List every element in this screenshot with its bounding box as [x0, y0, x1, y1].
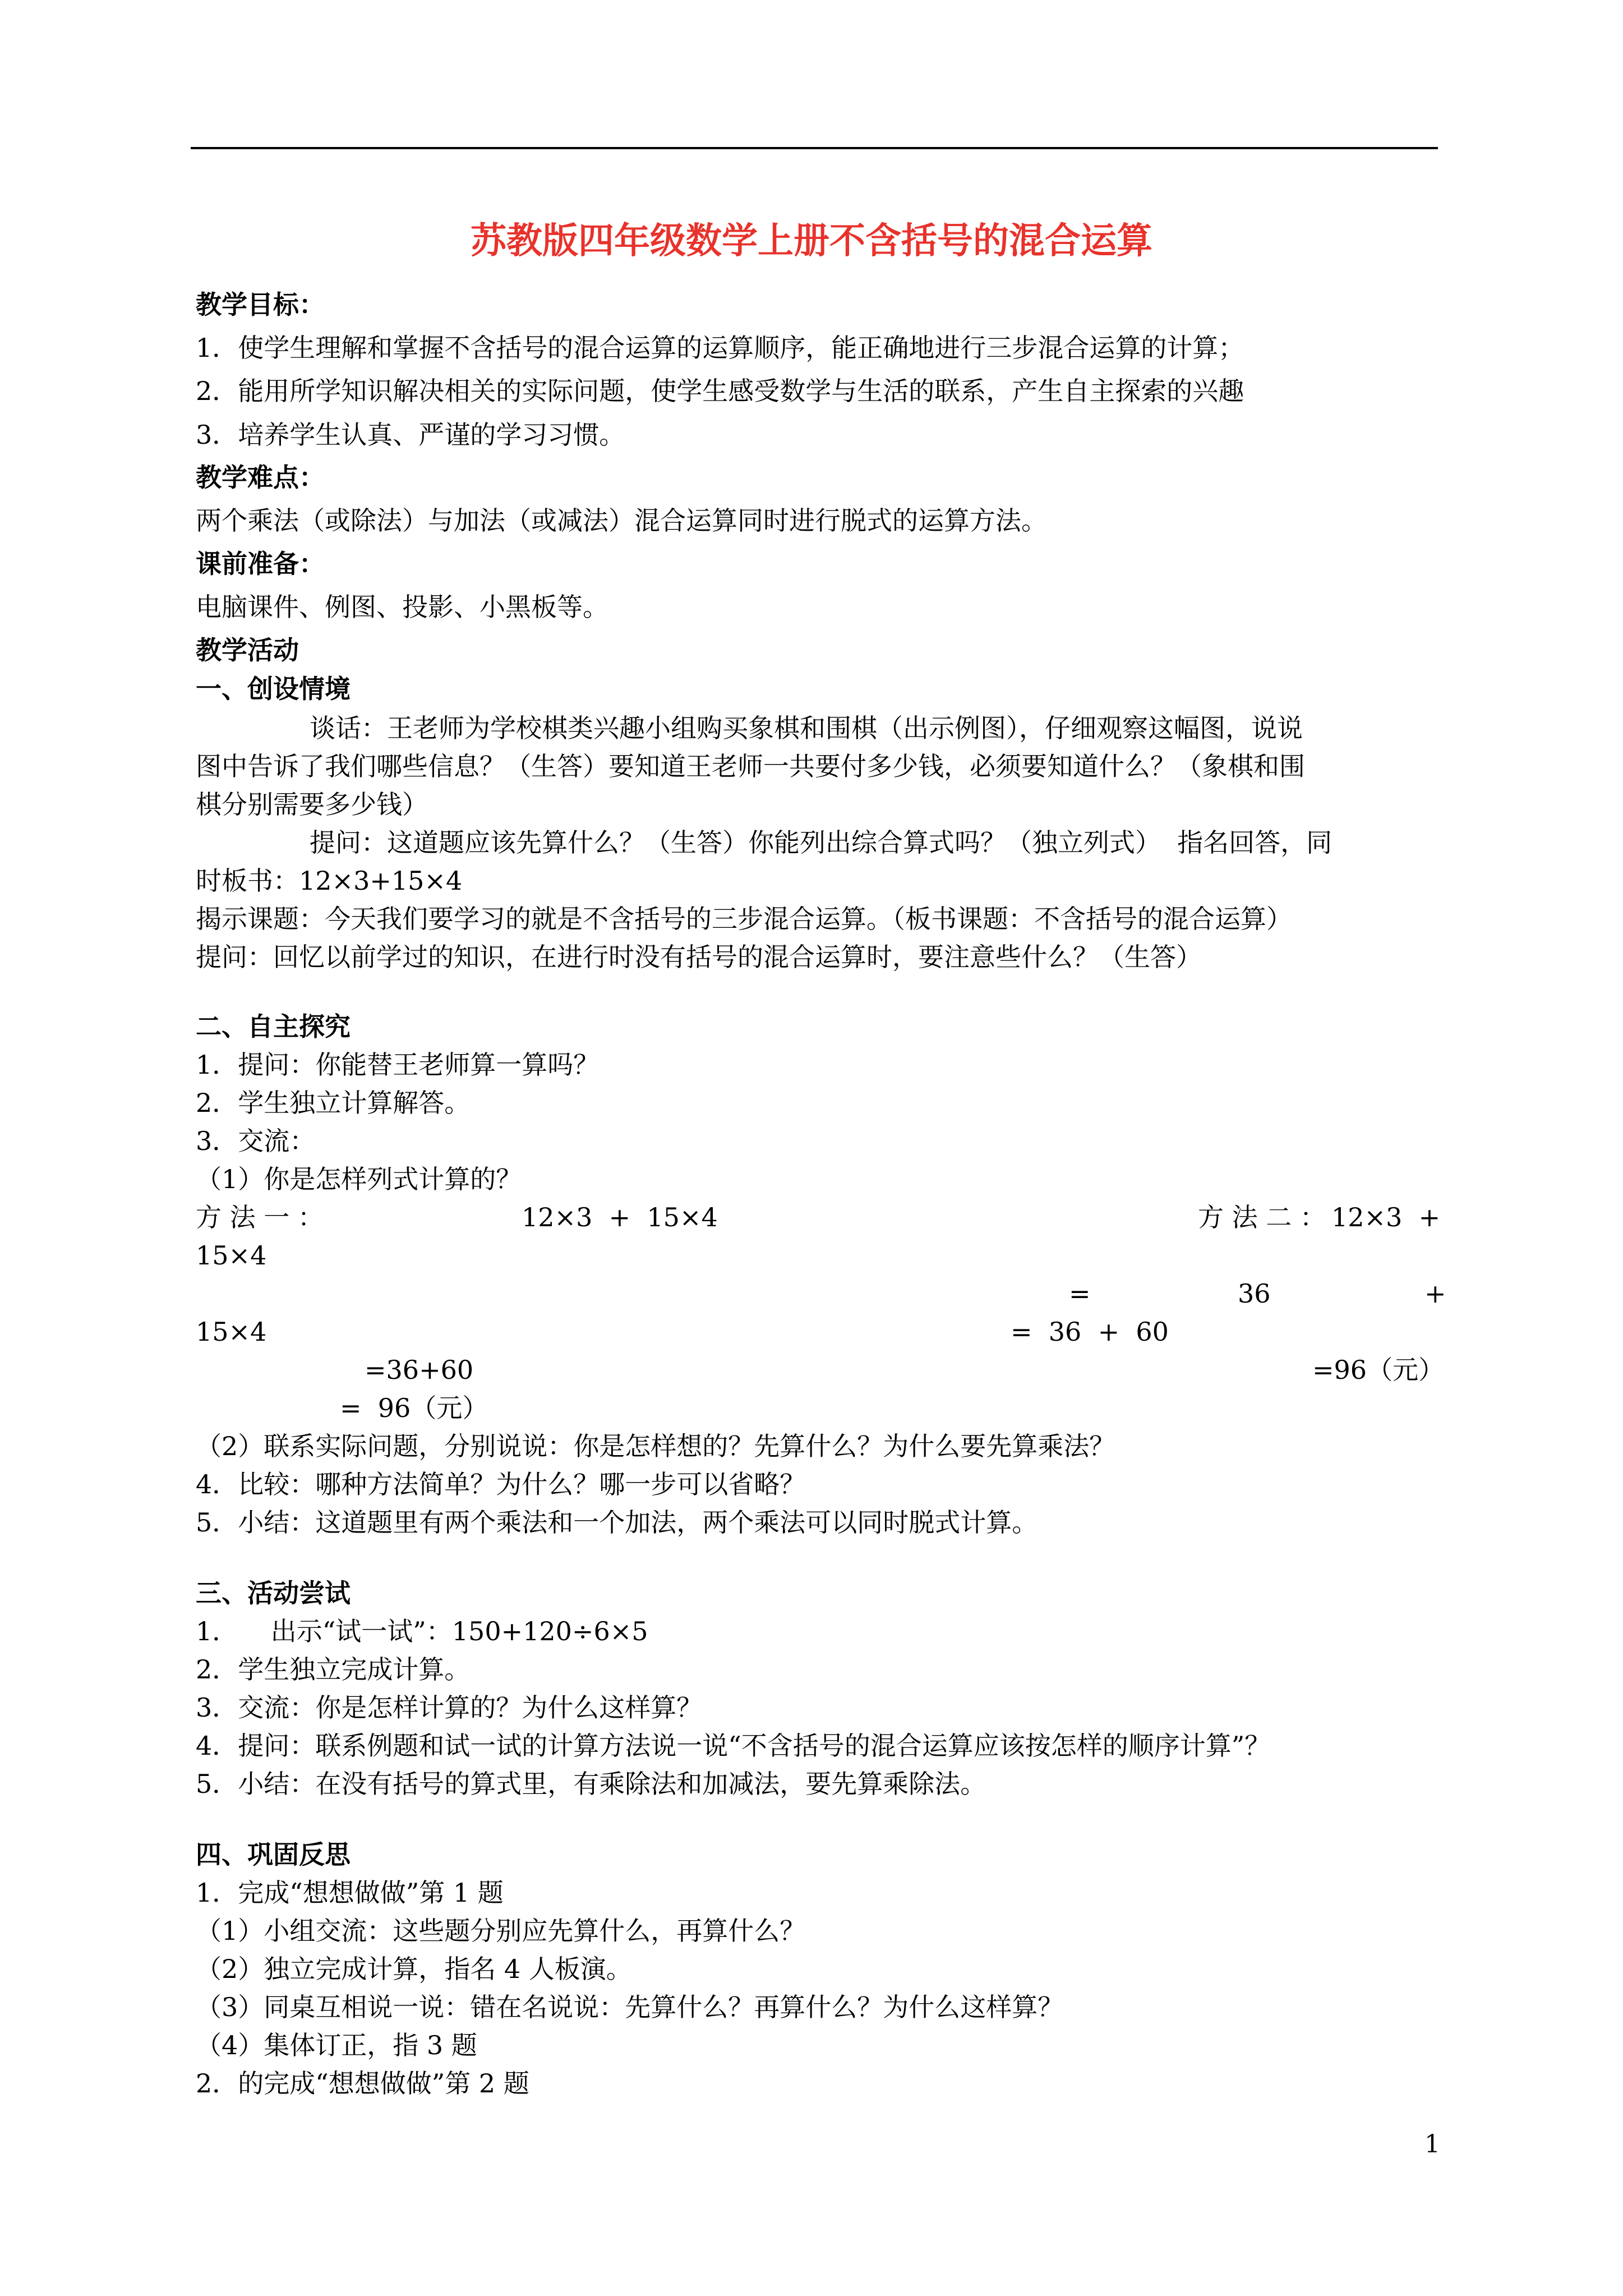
s4-line: 2．的完成“想想做做”第 2 题 [196, 2068, 529, 2099]
section-1-heading: 一、创设情境 [196, 674, 351, 704]
s1-line: 时板书：12×3+15×4 [196, 866, 463, 896]
s3-line: 2．学生独立完成计算。 [196, 1654, 471, 1685]
method-1-label: 方 法 一 ： [196, 1202, 324, 1232]
method-step: = 36 + 60 [1011, 1317, 1169, 1347]
s4-line: （4）集体订正，指 3 题 [196, 2030, 477, 2060]
s2-line: 1．提问：你能替王老师算一算吗？ [196, 1050, 600, 1080]
method-value: 36 [1238, 1278, 1271, 1309]
prep-text: 电脑课件、例图、投影、小黑板等。 [196, 592, 608, 622]
s2-after-line: （2）联系实际问题，分别说说：你是怎样想的？先算什么？为什么要先算乘法？ [196, 1431, 1115, 1461]
method-plus: + [1424, 1278, 1446, 1309]
s2-line: 2．学生独立计算解答。 [196, 1088, 471, 1118]
method-step: =96（元） [1312, 1355, 1445, 1385]
method-wrap: 15×4 [196, 1317, 267, 1347]
prep-heading: 课前准备： [196, 549, 325, 579]
s3-line: 4．提问：联系例题和试一试的计算方法说一说“不含括号的混合运算应该按怎样的顺序计算”？ [196, 1731, 1271, 1761]
difficulty-heading: 教学难点： [196, 462, 325, 493]
method-step: = 96（元） [340, 1393, 488, 1423]
activities-heading: 教学活动 [196, 635, 299, 665]
method-2-expression: 12×3 + [1331, 1202, 1441, 1232]
section-4-heading: 四、巩固反思 [196, 1839, 351, 1870]
s2-after-line: 5．小结：这道题里有两个乘法和一个加法，两个乘法可以同时脱式计算。 [196, 1507, 1038, 1538]
s2-line: （1）你是怎样列式计算的？ [196, 1164, 522, 1194]
method-equals: = [1069, 1278, 1091, 1309]
section-3-heading: 三、活动尝试 [196, 1578, 351, 1608]
header-rule [191, 147, 1438, 149]
s4-line: 1．完成“想想做做”第 1 题 [196, 1878, 504, 1908]
s1-line: 棋分别需要多少钱） [196, 789, 428, 820]
s1-line: 揭示课题：今天我们要学习的就是不含括号的三步混合运算。（板书课题：不含括号的混合运算） [196, 904, 1292, 934]
goals-heading: 教学目标： [196, 289, 325, 320]
s2-after-line: 4．比较：哪种方法简单？为什么？哪一步可以省略？ [196, 1469, 806, 1499]
s4-line: （2）独立完成计算，指名 4 人板演。 [196, 1954, 632, 1984]
method-1-expression: 12×3 + 15×4 [522, 1202, 718, 1232]
s1-line: 图中告诉了我们哪些信息？（生答）要知道王老师一共要付多少钱，必须要知道什么？（象棋和围 [196, 751, 1305, 781]
document-title: 苏教版四年级数学上册不含括号的混合运算 [471, 220, 1152, 262]
goal-1: 1．使学生理解和掌握不含括号的混合运算的运算顺序，能正确地进行三步混合运算的计算； [196, 333, 1244, 363]
goal-3: 3．培养学生认真、严谨的学习习惯。 [196, 420, 625, 450]
s4-line: （1）小组交流：这些题分别应先算什么，再算什么？ [196, 1916, 806, 1946]
s4-line: （3）同桌互相说一说：错在名说说：先算什么？再算什么？为什么这样算？ [196, 1992, 1064, 2022]
page-number: 1 [1424, 2130, 1440, 2159]
s1-line: 提问：这道题应该先算什么？（生答）你能列出综合算式吗？（独立列式） 指名回答，同 [310, 827, 1332, 858]
method-2-label: 方 法 二 ： [1198, 1202, 1326, 1232]
s2-line: 3．交流： [196, 1126, 316, 1156]
s1-line: 提问：回忆以前学过的知识，在进行时没有括号的混合运算时，要注意些什么？（生答） [196, 942, 1202, 972]
method-step: =36+60 [365, 1355, 474, 1385]
s3-line: 5．小结：在没有括号的算式里，有乘除法和加减法，要先算乘除法。 [196, 1769, 986, 1799]
goal-2: 2．能用所学知识解决相关的实际问题，使学生感受数学与生活的联系，产生自主探索的兴趣 [196, 376, 1244, 406]
method-wrap: 15×4 [196, 1240, 267, 1271]
s3-line: 3．交流：你是怎样计算的？为什么这样算？ [196, 1692, 703, 1723]
s3-line: 1． 出示“试一试”：150+120÷6×5 [196, 1616, 648, 1646]
section-2-heading: 二、自主探究 [196, 1011, 351, 1042]
difficulty-text: 两个乘法（或除法）与加法（或减法）混合运算同时进行脱式的运算方法。 [196, 505, 1047, 536]
s1-line: 谈话：王老师为学校棋类兴趣小组购买象棋和围棋（出示例图），仔细观察这幅图，说说 [310, 713, 1303, 743]
